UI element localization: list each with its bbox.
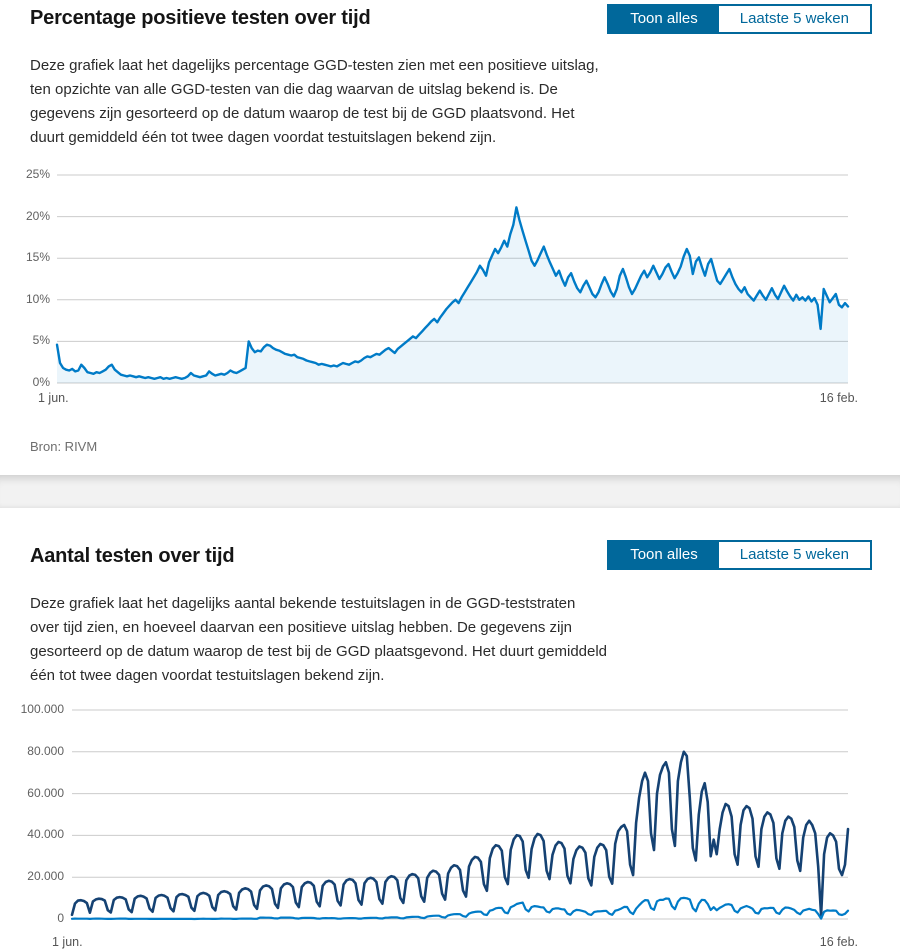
percentage-positief-area <box>57 207 848 383</box>
chart-title-aantal-testen: Aantal testen over tijd <box>30 545 235 567</box>
y-axis-tick-label: 40.000 <box>27 827 64 842</box>
x-axis-tick-label-start: 1 jun. <box>52 935 83 949</box>
time-range-toggle <box>607 4 872 34</box>
aantal-testen-plot <box>72 710 848 919</box>
y-axis-tick-label: 0% <box>32 375 50 389</box>
section-divider <box>0 475 900 508</box>
y-axis-tick-label: 20% <box>25 208 50 223</box>
time-range-toggle <box>607 540 872 570</box>
chart-description: Deze grafiek laat het dagelijks aantal bekende testuitslagen in de GGD-teststraten over tijd zien, en hoeveel daarvan een positieve uitslag hebben. De gegevens zijn gesorteerd op de datum waarop de test bij de GGD plaatsgevond. Het duurt gemiddeld één tot twee dagen voordat testuitslagen bekend zijn. <box>30 595 608 684</box>
toggle-toon-alles-button[interactable]: Toon alles <box>609 6 719 32</box>
y-axis-tick-label: 20.000 <box>27 869 64 884</box>
section-aantal-testen <box>0 508 900 951</box>
x-axis-tick-label-end: 16 feb. <box>819 935 858 949</box>
y-axis-tick-label: 10% <box>25 291 50 306</box>
y-axis-tick-label: 80.000 <box>27 743 64 758</box>
chart-title-percentage-positief: Percentage positieve testen over tijd <box>30 7 371 29</box>
y-axis-tick-label: 15% <box>25 250 50 265</box>
section-percentage-positieve-testen <box>0 0 900 475</box>
y-axis-tick-label: 100.000 <box>20 702 64 716</box>
chart-description: Deze grafiek laat het dagelijks percentage GGD-testen zien met een positieve uitslag, ten opzichte van alle GGD-testen van die dag waarvan de uitslag bekend is. De gegevens zijn gesorteerd op de datum waarop de test bij de GGD plaatsvond. Het duurt gemiddeld één tot twee dagen voordat testuitslagen bekend zijn. <box>30 57 599 146</box>
y-axis-tick-label: 5% <box>32 333 50 348</box>
y-axis-tick-label: 0 <box>57 911 64 925</box>
x-axis-tick-label-start: 1 jun. <box>38 391 69 405</box>
y-axis-tick-label: 25% <box>25 167 50 181</box>
toggle-toon-alles-button[interactable]: Toon alles <box>609 542 719 568</box>
x-axis-tick-label-end: 16 feb. <box>819 391 858 405</box>
percentage-positieve-testen-plot <box>57 175 848 383</box>
y-axis-tick-label: 60.000 <box>27 785 64 800</box>
source-label: Bron: RIVM <box>30 439 98 454</box>
totaal-testuitslagen-line <box>72 752 848 915</box>
toggle-laatste-5-weken-button[interactable]: Laatste 5 weken <box>719 542 870 568</box>
toggle-laatste-5-weken-button[interactable]: Laatste 5 weken <box>719 6 870 32</box>
